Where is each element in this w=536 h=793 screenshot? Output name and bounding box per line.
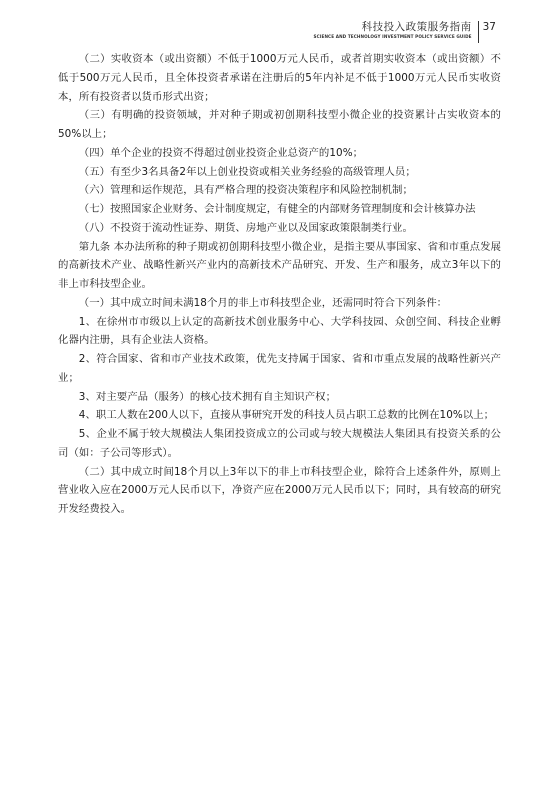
article-9-paragraph: 第九条 本办法所称的种子期或初创期科技型小微企业，是指主要从事国家、省和市重点发展的高新技术产业、战略性新兴产业内的高新技术产品研究、开发、生产和服务，成立3年以下的非上市科技型企业。 (58, 240, 501, 290)
paragraph-item-6: （六）管理和运作规范，具有严格合理的投资决策程序和风险控制机制； (78, 184, 413, 197)
paragraph-item-3: （三）有明确的投资领域，并对种子期或初创期科技型小微企业的投资累计占实收资本的50%以上； (58, 109, 501, 140)
condition-4: 4、职工人数在200人以下，直接从事研究开发的科技人员占职工总数的比例在10%以上； (78, 409, 495, 422)
paragraph-item-8: （八）不投资于流动性证券、期货、房地产业以及国家政策限制类行业。 (78, 221, 413, 234)
condition-1: 1、在徐州市市级以上认定的高新技术创业服务中心、大学科技园、众创空间、科技企业孵化器内注册，具有企业法人资格。 (58, 315, 501, 347)
paragraph-item-2: （二）实收资本（或出资额）不低于1000万元人民币，或者首期实收资本（或出资额）不低于500万元人民币，且全体投资者承诺在注册后的5年内补足不低于1000万元人民币实收资本，所有投资者以货币形式出资； (58, 53, 501, 103)
page-header (314, 20, 496, 50)
header-subtitle: SCIENCE AND TECHNOLOGY INVESTMENT POLICY SERVICE GUIDE (313, 34, 472, 39)
paragraph-item-7: （七）按照国家企业财务、会计制度规定，有健全的内部财务管理制度和会计核算办法 (78, 203, 476, 215)
page-number: 37 (482, 21, 496, 33)
paragraph-item-5: （五）有至少3名具备2年以上创业投资或相关业务经验的高级管理人员； (78, 165, 416, 178)
condition-5: 5、企业不属于较大规模法人集团投资成立的公司或与较大规模法人集团具有投资关系的公司（如：子公司等形式）。 (58, 428, 501, 459)
header-title: 科技投入政策服务指南 (361, 21, 472, 33)
condition-3: 3、对主要产品（服务）的核心技术拥有自主知识产权； (78, 390, 337, 403)
paragraph-item-4: （四）单个企业的投资不得超过创业投资企业总资产的10%； (78, 146, 364, 159)
header-divider (478, 21, 479, 43)
document-body (58, 50, 501, 519)
header-text-block (314, 20, 472, 40)
condition-2: 2、符合国家、省和市产业技术政策，优先支持属于国家、省和市重点发展的战略性新兴产业； (58, 353, 501, 384)
clause-1-intro: （一）其中成立时间未满18个月的非上市科技型企业，还需同时符合下列条件： (78, 296, 448, 309)
clause-2-paragraph: （二）其中成立时间18个月以上3年以下的非上市科技型企业，除符合上述条件外，原则上营业收入应在2000万元人民币以下，净资产应在2000万元人民币以下；同时，具有较高的研究开发经费投入。 (58, 465, 501, 515)
